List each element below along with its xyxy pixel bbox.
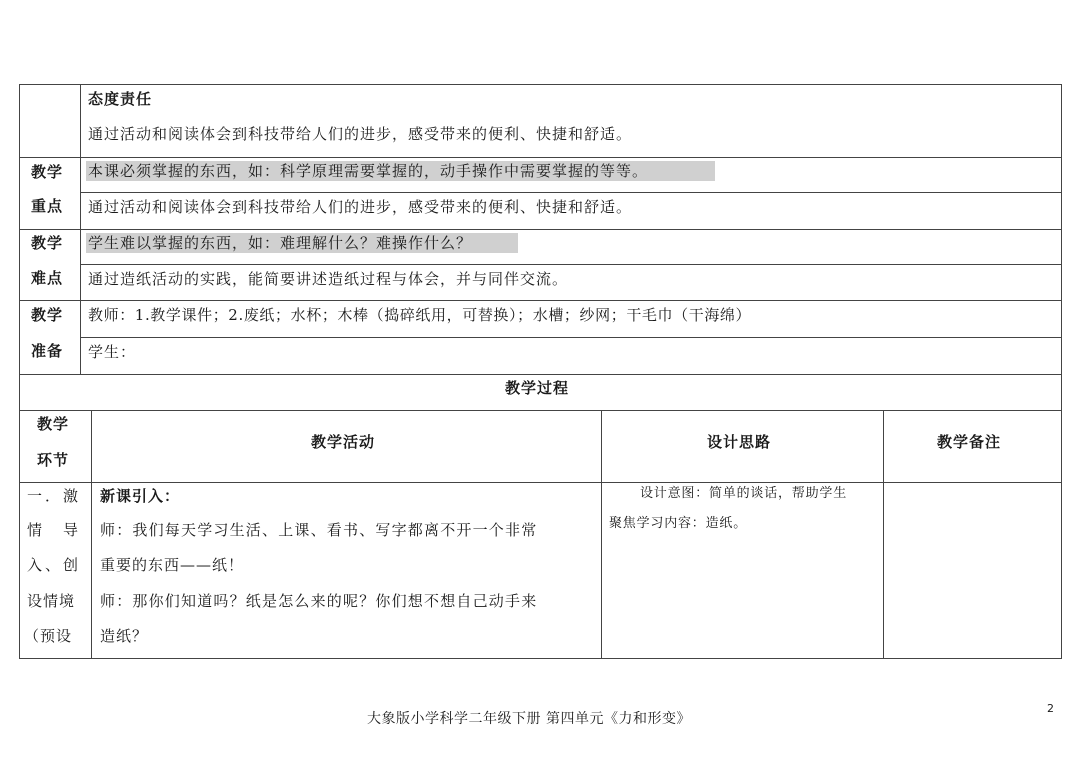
row-divider [19,300,1062,301]
design-line: 设计意图：简单的谈话，帮助学生 [640,486,848,501]
process-title: 教学过程 [505,379,570,397]
table-border-bottom [19,658,1062,659]
row-divider [19,374,1062,375]
difficulties-line-2: 通过造纸活动的实践，能简要讲述造纸过程与体会，并与同伴交流。 [88,270,569,288]
stage-line: 情 导 [27,521,82,539]
stage-line: （预设 [24,627,73,645]
table-border-right [1061,84,1062,659]
page-number: 2 [1047,702,1055,715]
activity-line: 师：我们每天学习生活、上课、看书、写字都离不开一个非常 [100,521,538,539]
key-points-label-2: 重点 [31,197,64,215]
preparation-student: 学生： [88,343,137,361]
row-divider [19,229,1062,230]
attitude-text: 通过活动和阅读体会到科技带给人们的进步，感受带来的便利、快捷和舒适。 [88,125,633,143]
preparation-teacher: 教师：1.教学课件；2.废纸；水杯；木棒（捣碎纸用，可替换）；水槽；纱网；干毛巾（干海绵） [88,306,752,324]
table-border-top [19,84,1062,85]
key-points-line-1: 本课必须掌握的东西，如：科学原理需要掌握的，动手操作中需要掌握的等等。 [88,162,649,180]
activity-column-divider [601,410,602,659]
activity-heading: 新课引入： [100,487,181,505]
design-line: 聚焦学习内容：造纸。 [609,516,748,531]
difficulties-line-1: 学生难以掌握的东西，如：难理解什么？难操作什么？ [88,234,473,252]
preparation-label-2: 准备 [31,342,64,360]
design-column-divider [883,410,884,659]
key-points-line-2: 通过活动和阅读体会到科技带给人们的进步，感受带来的便利、快捷和舒适。 [88,198,633,216]
activity-line: 重要的东西——纸！ [100,556,245,574]
footer-title: 大象版小学科学二年级下册 第四单元《力和形变》 [367,711,691,727]
table-border-left [19,84,20,659]
header-activity: 教学活动 [311,433,376,451]
row-divider [80,192,1062,193]
row-divider [19,410,1062,411]
stage-line: 设情境 [27,592,76,610]
label-column-divider [80,84,81,374]
activity-line: 造纸？ [100,627,149,645]
row-divider [80,264,1062,265]
row-divider [19,157,1062,158]
key-points-label-1: 教学 [31,163,64,181]
header-notes: 教学备注 [937,433,1002,451]
difficulties-label-1: 教学 [31,234,64,252]
header-stage-2: 环节 [37,451,70,469]
difficulties-label-2: 难点 [31,269,64,287]
row-divider [80,337,1062,338]
activity-line: 师：那你们知道吗？纸是怎么来的呢？你们想不想自己动手来 [100,592,538,610]
stage-column-divider [91,410,92,659]
row-divider [19,482,1062,483]
header-stage-1: 教学 [37,415,70,433]
preparation-label-1: 教学 [31,306,64,324]
stage-line: 入、创 [27,556,82,574]
attitude-heading: 态度责任 [88,90,153,108]
header-design: 设计思路 [707,433,772,451]
stage-line: 一．激 [27,487,82,505]
